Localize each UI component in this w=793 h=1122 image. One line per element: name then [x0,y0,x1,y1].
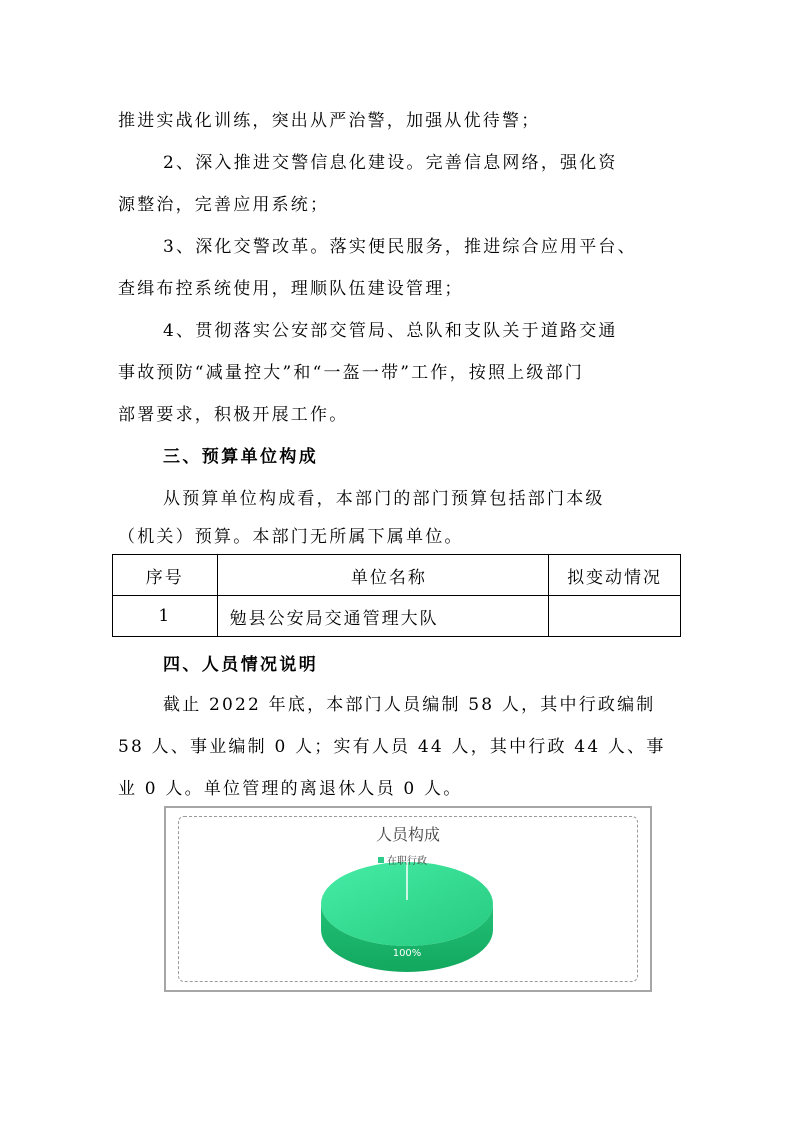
para-line: 源整治，完善应用系统； [118,195,330,215]
table-cell: 1 [113,596,218,637]
para-line: 2、深入推进交警信息化建设。完善信息网络，强化资 [163,153,618,173]
chart-title: 人员构成 [375,825,440,844]
para-line: （机关）预算。本部门无所属下属单位。 [118,527,464,547]
chart-legend [378,852,427,867]
legend-label: 在职行政 [387,856,427,867]
para-line: 58 人、事业编制 0 人；实有人员 44 人，其中行政 44 人、事 [118,737,666,757]
table-row [113,596,681,637]
table-cell [549,596,681,637]
unit-table [112,554,681,637]
para-line: 从预算单位构成看，本部门的部门预算包括部门本级 [163,489,605,509]
para-line: 查缉布控系统使用，理顺队伍建设管理； [118,279,464,299]
section-heading: 四、人员情况说明 [163,655,319,675]
table-header-cell: 序号 [113,555,218,596]
table-header-cell: 拟变动情况 [549,555,681,596]
para-line: 部署要求，积极开展工作。 [118,405,349,425]
para-line: 事故预防“减量控大”和“一盔一带”工作，按照上级部门 [118,363,584,383]
data-label: 100% [392,948,422,959]
para-line: 截止 2022 年底，本部门人员编制 58 人，其中行政编制 [163,695,656,715]
table-header-cell: 单位名称 [217,555,549,596]
pie-chart [164,806,648,988]
legend-swatch [378,857,384,863]
para-line: 推进实战化训练，突出从严治警，加强从优待警； [118,111,541,131]
table-header-row [113,555,681,596]
para-line: 4、贯彻落实公安部交管局、总队和支队关于道路交通 [163,321,618,341]
para-line: 业 0 人。单位管理的离退休人员 0 人。 [118,779,463,799]
table-cell: 勉县公安局交通管理大队 [217,596,549,637]
para-line: 3、深化交警改革。落实便民服务，推进综合应用平台、 [163,237,637,257]
section-heading: 三、预算单位构成 [163,447,319,467]
